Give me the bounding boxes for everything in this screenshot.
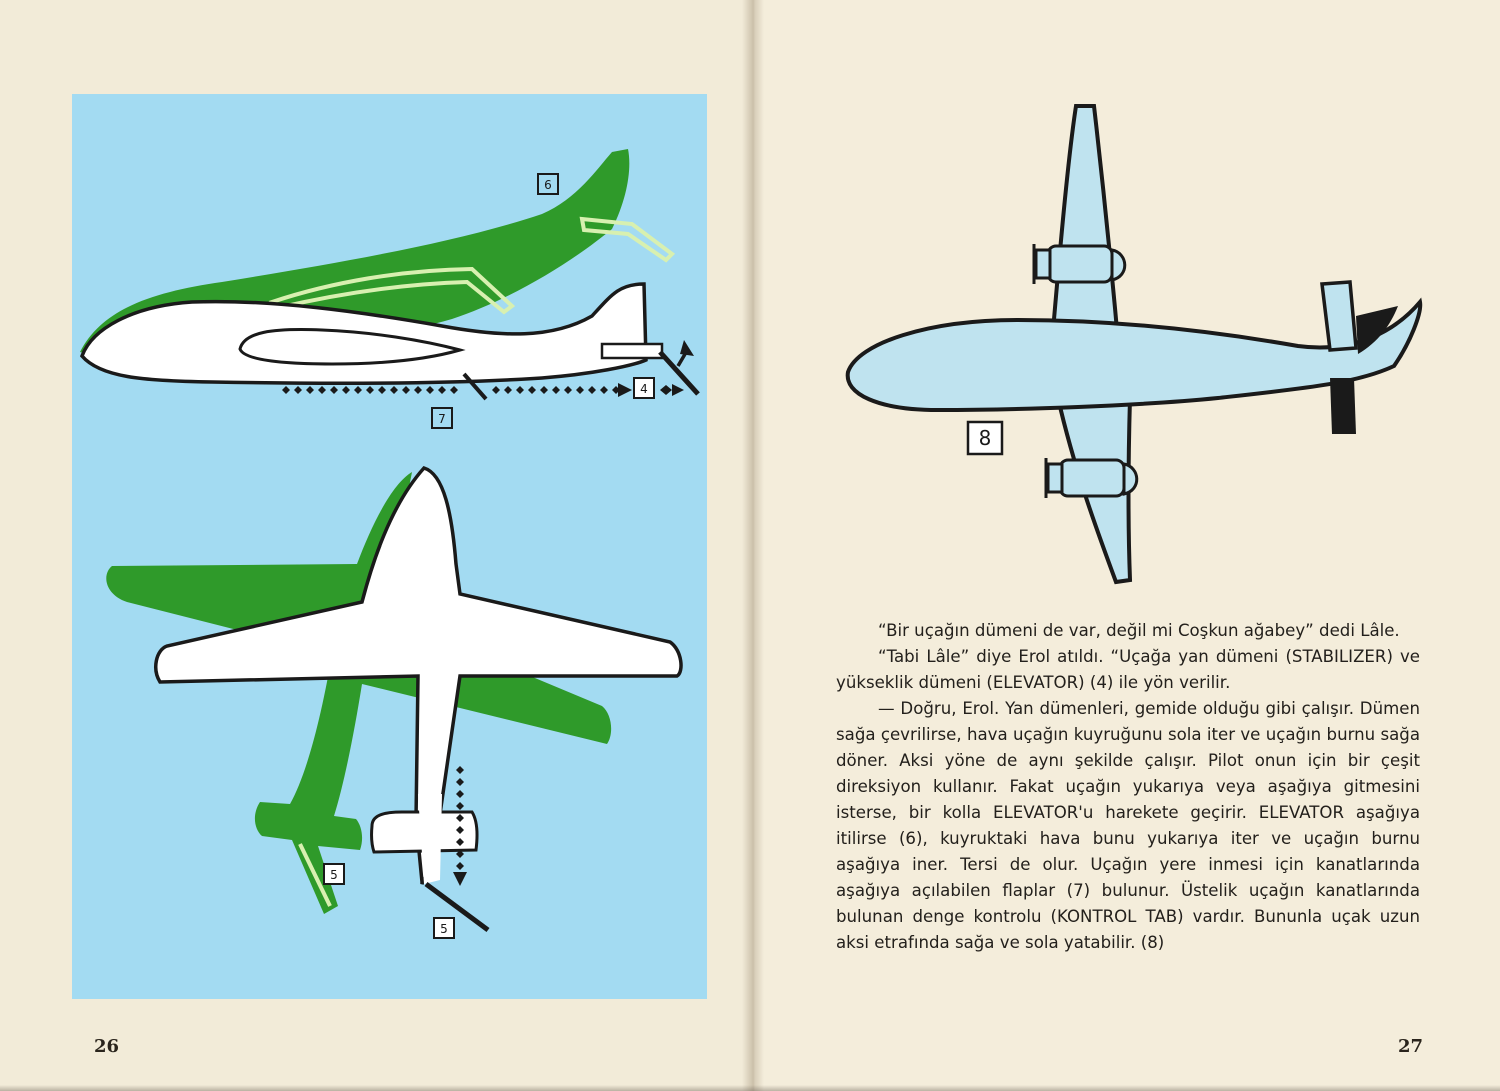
figure-label-8 <box>968 422 1002 454</box>
figure-8-aileron-plane <box>838 98 1428 588</box>
figure-label-7 <box>432 408 452 428</box>
figure-label-4 <box>634 378 654 398</box>
engine-lower <box>1046 458 1137 498</box>
page-bottom-shadow <box>0 1085 1500 1091</box>
svg-text:7: 7 <box>438 412 446 426</box>
page-number-left: 26 <box>94 1036 120 1057</box>
paragraph-1: “Bir uçağın dümeni de var, değil mi Coşkun ağabey” dedi Lâle. <box>878 621 1400 640</box>
page-number-right: 27 <box>1398 1036 1424 1057</box>
figure-label-5-left <box>324 864 344 884</box>
svg-text:5: 5 <box>330 868 338 882</box>
svg-text:6: 6 <box>544 178 552 192</box>
top-plane-illustration <box>838 98 1428 588</box>
story-text <box>836 618 1420 956</box>
top-view-green-plane <box>106 472 611 914</box>
book-gutter <box>742 0 764 1091</box>
control-surfaces-illustration <box>72 94 707 999</box>
engine-upper <box>1034 244 1125 284</box>
paragraph-3: — Doğru, Erol. Yan dümenleri, gemide olduğu gibi çalışır. Dümen sağa çevrilirse, hava uçağın kuyruğunu sola iter ve uçağın burnu sağa döner. Aksi yöne de aynı şekilde çalışır. Pilot onun için bir çeşit direksiyon kullanır. Fakat uçağın yukarıya veya aşağıya gitmesini isterse, bir kolla ELEVATOR'u harekete geçirir. ELEVATOR aşağıya itilirse (6), kuyruktaki hava bunu yukarıya iter ve uçağın burnu aşağıya iner. Tersi de olur. Uçağın yere inmesi için kanatlarında aşağıya açılabilen flaplar (7) bulunur. Üstelik uçağın kanatlarında bulunan denge kontrolu (KONTROL TAB) vardır. Bununla uçak uzun aksi etrafında sağa ve sola yatabilir. (8) <box>836 699 1420 952</box>
figure-label-5-right <box>434 918 454 938</box>
paragraph-2: “Tabi Lâle” diye Erol atıldı. “Uçağa yan dümeni (STABILIZER) ve yükseklik dümeni (ELEVATOR) (4) ile yön verilir. <box>836 647 1420 692</box>
top-view-white-plane <box>156 468 681 930</box>
svg-text:8: 8 <box>978 426 992 450</box>
svg-text:5: 5 <box>440 922 448 936</box>
figure-label-6 <box>538 174 558 194</box>
illustration-panel-controls <box>72 94 707 999</box>
svg-text:4: 4 <box>640 382 648 396</box>
